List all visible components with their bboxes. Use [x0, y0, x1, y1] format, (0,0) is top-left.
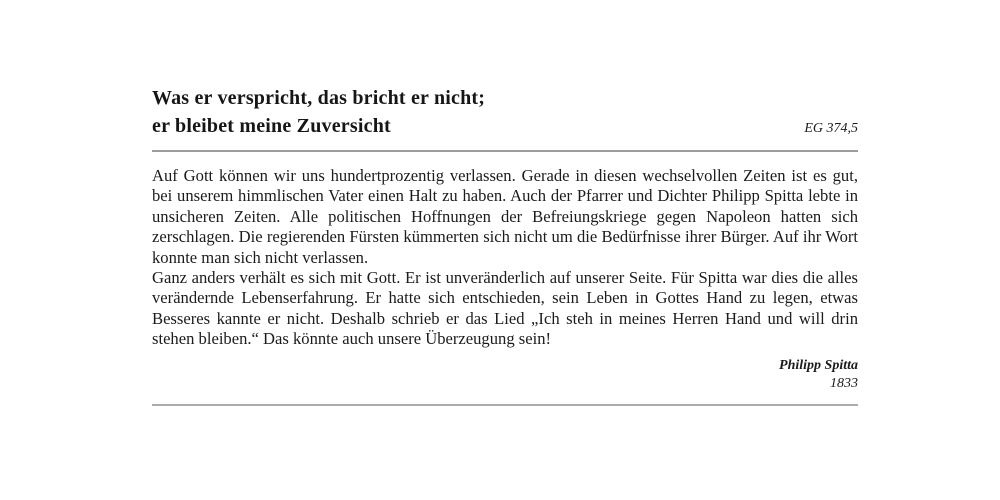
hymnal-reference: EG 374,5 — [804, 121, 858, 136]
title-block — [152, 84, 858, 140]
attribution — [152, 357, 858, 393]
page-content — [152, 84, 858, 406]
title-line-2: er bleibet meine Zuversicht — [152, 115, 391, 137]
body-text — [152, 166, 858, 350]
body-paragraph-2: Ganz anders verhält es sich mit Gott. Er ist unveränderlich auf unserer Seite. Für Spitta war dies die alles verändernde Lebenserfahrung. Er hatte sich entschieden, sein Leben in Gottes Hand zu legen, etwas Besseres kannte er nicht. Deshalb schrieb er das Lied „Ich steh in meines Herren Hand und will drin stehen bleiben.“ Das könnte auch unsere Überzeugung sein! — [152, 268, 858, 349]
attribution-author: Philipp Spitta — [779, 357, 858, 373]
body-paragraph-1: Auf Gott können wir uns hundertprozentig verlassen. Gerade in diesen wechselvollen Zeiten ist es gut, bei unserem himmlischen Vater einen Halt zu haben. Auch der Pfarrer und Dichter Philipp Spitta lebte in unsicheren Zeiten. Alle politischen Hoffnungen der Befreiungskriege gegen Napoleon hatten sich zerschlagen. Die regierenden Fürsten kümmerten sich nicht um die Bedürfnisse ihrer Bürger. Auf ihr Wort konnte man sich nicht verlassen. — [152, 166, 858, 267]
bottom-divider — [152, 404, 858, 406]
title-line-1: Was er verspricht, das bricht er nicht; — [152, 87, 486, 109]
top-divider — [152, 150, 858, 152]
page-title — [152, 84, 858, 140]
attribution-year: 1833 — [830, 375, 858, 391]
